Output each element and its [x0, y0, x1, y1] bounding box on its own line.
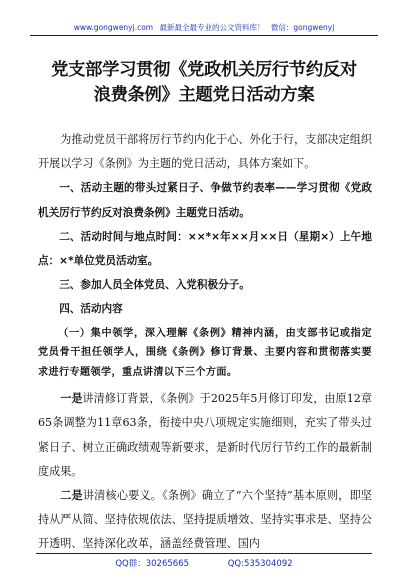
paragraph-core-meaning-lead: 二是 — [60, 488, 83, 502]
document-title — [24, 58, 384, 108]
paragraph-background — [38, 387, 372, 484]
header-slogan: 最新最全最专业的公文资料库！ — [159, 23, 265, 32]
header-bar — [0, 22, 408, 33]
section-heading-time-place: 二、活动时间与地点时间：××*×年××月××日（星期×）上午地点：×*单位党员活动室。 — [38, 230, 372, 268]
title-line-2: 浪费条例》主题党日活动方案 — [93, 85, 315, 105]
paragraph-core-meaning — [38, 484, 372, 557]
footer-divider — [36, 553, 372, 554]
footer-bar — [0, 557, 408, 569]
header-website-link[interactable]: www.gongwenyj.com — [73, 23, 154, 32]
header-divider — [30, 35, 378, 36]
footer-qq: QQ:535304092 — [227, 559, 293, 569]
footer-qq-group: QQ群：30265665 — [115, 559, 190, 569]
title-line-1: 党支部学习贯彻《党政机关厉行节约反对 — [51, 60, 357, 80]
paragraph-background-lead: 一是 — [60, 392, 83, 406]
section-heading-theme: 一、活动主题的带头过紧日子、争做节约表率——学习贯彻《党政机关厉行节约反对浪费条例》主题党日活动。 — [38, 182, 372, 219]
section-heading-participants: 三、参加人员全体党员、入党积极分子。 — [59, 279, 250, 292]
paragraph-background-text: 讲清修订背景，《条例》于2025年5月修订印发，由原12章65条调整为11章63条，衔接中央八项规定实施细则，充实了带头过紧日子、树立正确政绩观等新要求，是新时代厉行节约工作的最新制度成果。 — [38, 392, 372, 478]
paragraph-core-meaning-text: 讲清核心要义。《条例》确立了“六个坚持”基本原则，即坚持从严从简、坚持依规依法、坚持提质增效、坚持实事求是、坚持公开透明、坚持深化改革，涵盖经费管理、国内 — [38, 488, 372, 551]
header-wechat: 微信：gongwenyj — [270, 23, 335, 32]
intro-paragraph: 为推动党员干部将厉行节约内化于心、外化于行，支部决定组织开展以学习《条例》为主题的党日活动，具体方案如下。 — [38, 133, 372, 171]
section-heading-content: 四、活动内容 — [59, 303, 123, 316]
document-body — [38, 128, 372, 557]
subsection-collective-study: （一）集中领学，深入理解《条例》精神内涵，由支部书记或指定党员骨干担任领学人，围绕《条例》修订背景、主要内容和贯彻落实要求进行专题领学，重点讲清以下三个方面。 — [38, 327, 372, 378]
